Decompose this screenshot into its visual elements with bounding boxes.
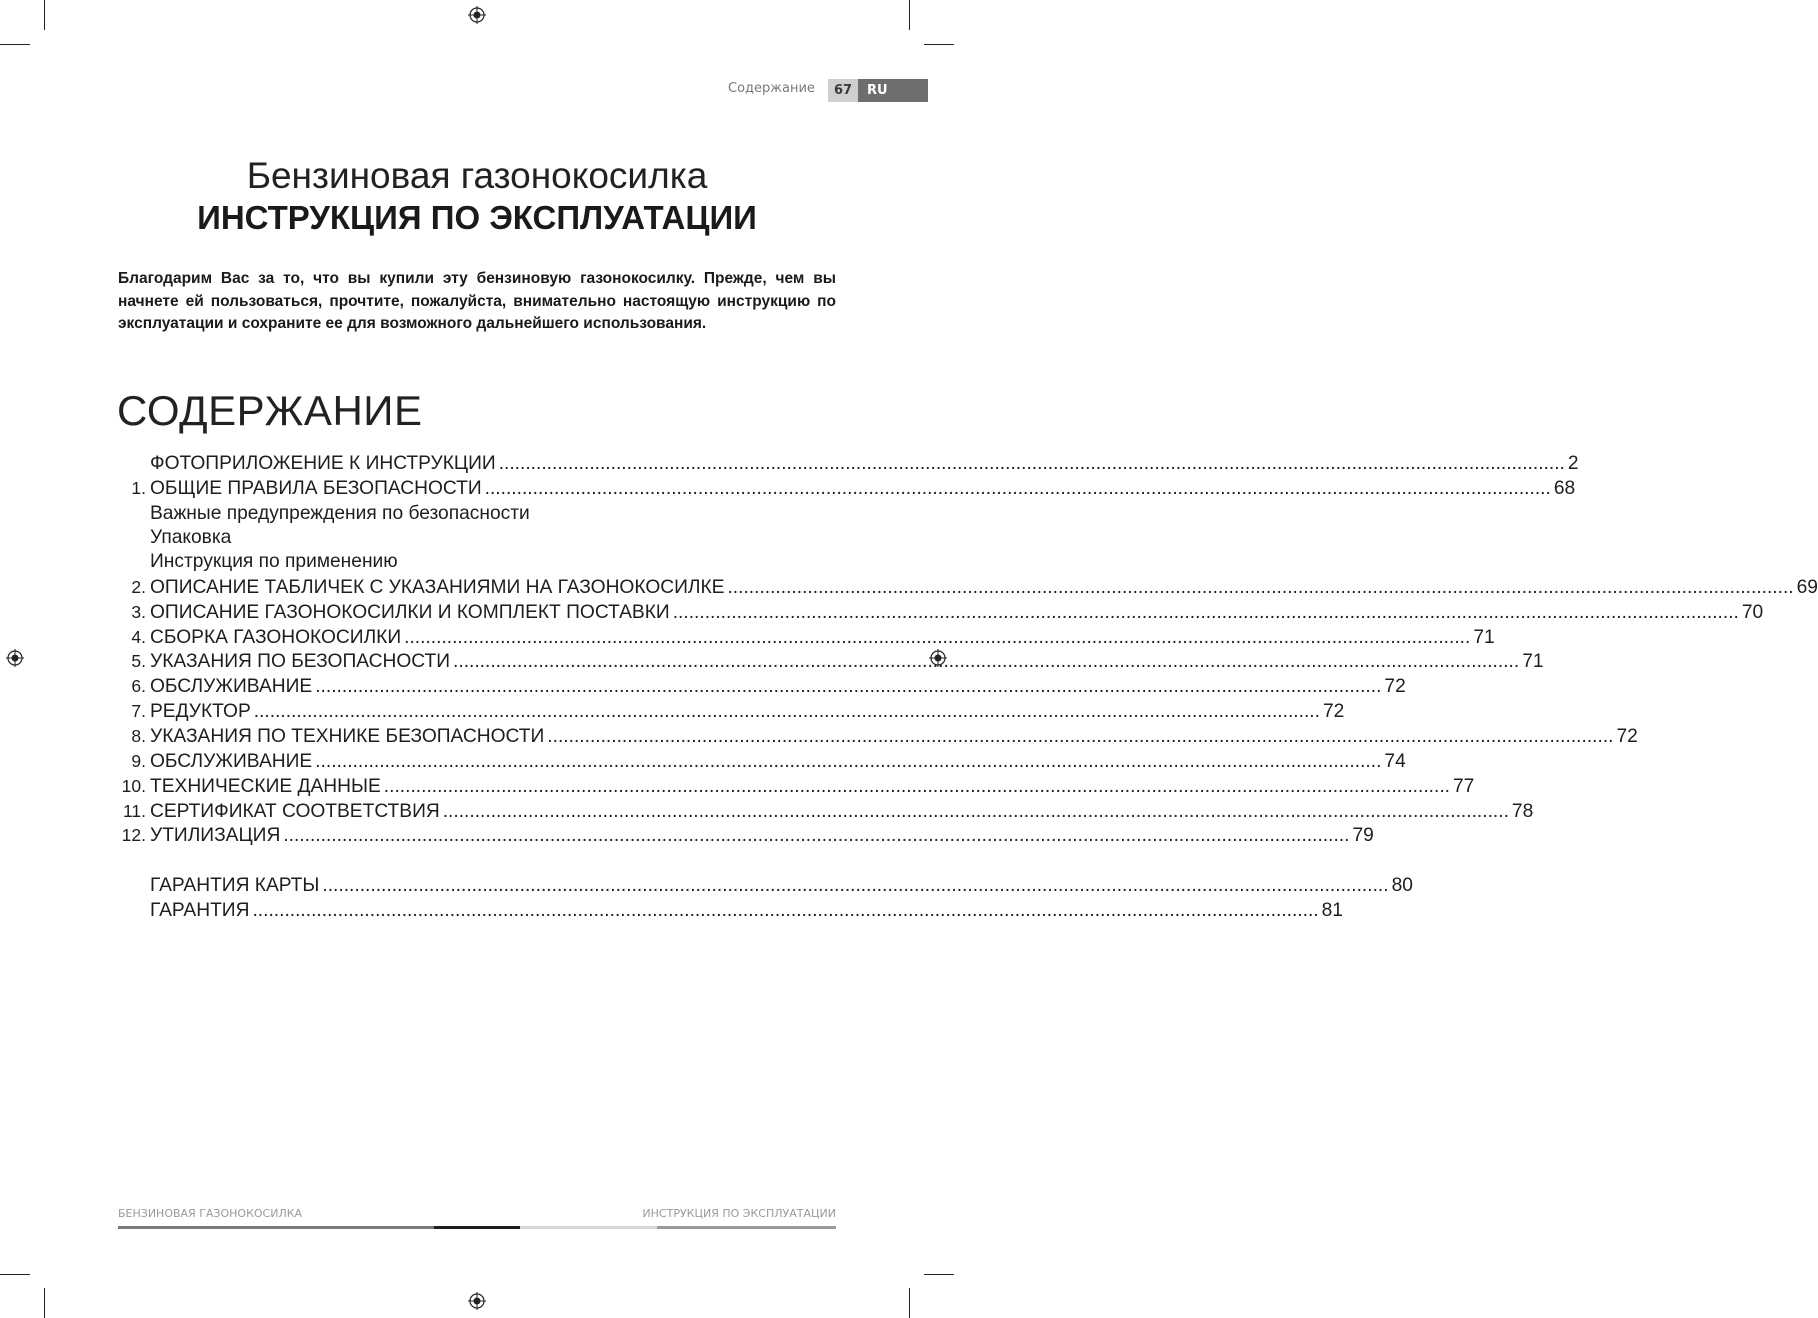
toc-dot-leader: ........................................................................................................................................................................................................: [252, 900, 1319, 921]
toc-entry-page: 71: [1473, 627, 1495, 648]
toc-entry[interactable]: [118, 825, 1374, 849]
toc-dot-leader: ........................................................................................................................................................................................................: [442, 801, 1509, 822]
footer-bar-segment: [657, 1226, 836, 1229]
toc-entry[interactable]: [118, 726, 1638, 750]
toc-entry-title: ОПИСАНИЕ ГАЗОНОКОСИЛКИ И КОМПЛЕКТ ПОСТАВКИ: [150, 602, 670, 623]
toc-dot-leader: ........................................................................................................................................................................................................: [322, 875, 1389, 896]
toc-entry[interactable]: [118, 551, 836, 575]
toc-entry-number: 7.: [131, 701, 146, 721]
toc-entry-title: ОБСЛУЖИВАНИЕ: [150, 751, 313, 772]
toc-entry-number: 9.: [131, 751, 146, 771]
toc-entry-title: ГАРАНТИЯ: [150, 900, 250, 921]
toc-dot-leader: ........................................................................................................................................................................................................: [498, 453, 1565, 474]
registration-mark-icon: [468, 6, 486, 24]
toc-dot-leader: ........................................................................................................................................................................................................: [383, 776, 1450, 797]
toc-entry-page: 71: [1522, 651, 1544, 672]
toc-entry-number: 5.: [131, 651, 146, 671]
intro-paragraph: Благодарим Вас за то, что вы купили эту бензиновую газонокосилку. Прежде, чем вы начнете ей пользоваться, прочтите, пожалуйста, внимательно настоящую инструкцию по эксплуатации и сохраните ее для возможного дальнейшего использования.: [118, 270, 836, 332]
toc-entry-title: ФОТОПРИЛОЖЕНИЕ К ИНСТРУКЦИИ: [150, 453, 496, 474]
toc-entry-page: 70: [1741, 602, 1764, 623]
footer-bar-segment: [118, 1226, 434, 1229]
toc-entry-title: РЕДУКТОР: [150, 701, 251, 722]
footer-left-label: БЕНЗИНОВАЯ ГАЗОНОКОСИЛКА: [118, 1207, 303, 1220]
toc-entry-page: 72: [1384, 676, 1406, 697]
toc-dot-leader: ........................................................................................................................................................................................................: [253, 701, 1320, 722]
registration-mark-icon: [468, 1292, 486, 1310]
toc-dot-leader: ........................................................................................................................................................................................................: [283, 825, 1350, 846]
toc-entry-page: 69: [1796, 577, 1818, 598]
header-language-tab: RU: [858, 79, 928, 102]
toc-entry[interactable]: [118, 751, 1406, 775]
toc-entry-number: 6.: [131, 676, 146, 696]
toc-entry-title: Упаковка: [150, 527, 232, 548]
toc-entry-number: 11.: [122, 801, 146, 821]
crop-mark: [909, 0, 910, 30]
toc-entry[interactable]: [118, 676, 1406, 700]
toc-entry-page: 78: [1511, 801, 1534, 822]
toc-entry-page: 77: [1452, 776, 1475, 797]
toc-entry-title: ТЕХНИЧЕСКИЕ ДАННЫЕ: [150, 776, 381, 797]
toc-entry-title: СЕРТИФИКАТ СООТВЕТСТВИЯ: [150, 801, 440, 822]
toc-entry-title: Важные предупреждения по безопасности: [150, 503, 530, 524]
crop-mark: [44, 1288, 45, 1318]
toc-entry-title: СБОРКА ГАЗОНОКОСИЛКИ: [150, 627, 402, 648]
toc-entry-number: 10.: [121, 776, 146, 796]
toc-entry-number: 2.: [131, 577, 146, 597]
toc-entry[interactable]: [118, 627, 1495, 651]
toc-entry[interactable]: [118, 801, 1534, 825]
toc-entry[interactable]: [118, 776, 1475, 800]
toc-entry-page: 72: [1616, 726, 1638, 747]
toc-dot-leader: ........................................................................................................................................................................................................: [672, 602, 1739, 623]
toc-entry-number: 12.: [121, 825, 146, 845]
toc-dot-leader: ........................................................................................................................................................................................................: [404, 627, 1471, 648]
footer-bar-segment: [520, 1226, 657, 1229]
document-title: Бензиновая газонокосилка: [246, 155, 708, 196]
toc-dot-leader: ........................................................................................................................................................................................................: [484, 478, 1551, 499]
registration-mark-icon: [6, 649, 24, 667]
header-page-number: 67: [828, 79, 858, 102]
crop-mark: [0, 44, 30, 45]
toc-entry[interactable]: [118, 875, 1413, 899]
toc-entry[interactable]: [118, 453, 1579, 477]
toc-entry-page: 2: [1567, 453, 1579, 474]
toc-entry-title: УТИЛИЗАЦИЯ: [150, 825, 281, 846]
toc-entry-title: ГАРАНТИЯ КАРТЫ: [150, 875, 320, 896]
toc-entry[interactable]: [118, 651, 1544, 675]
header-section-label: Содержание: [728, 81, 815, 96]
toc-entry[interactable]: [118, 900, 1343, 924]
toc-entry-page: 80: [1391, 875, 1413, 896]
toc-entry-title: ОПИСАНИЕ ТАБЛИЧЕК С УКАЗАНИЯМИ НА ГАЗОНОКОСИЛКЕ: [150, 577, 725, 598]
crop-mark: [0, 1274, 30, 1275]
toc-entry[interactable]: [118, 478, 1576, 502]
toc-entry-page: 74: [1384, 751, 1406, 772]
footer-bar-segment: [434, 1226, 520, 1229]
toc-dot-leader: ........................................................................................................................................................................................................: [547, 726, 1614, 747]
toc-entry-page: 72: [1322, 701, 1345, 722]
toc-entry-title: ОБЩИЕ ПРАВИЛА БЕЗОПАСНОСТИ: [150, 478, 482, 499]
toc-entry[interactable]: [118, 527, 836, 551]
toc-entry-number: 8.: [131, 726, 146, 746]
toc-entry[interactable]: [118, 503, 836, 527]
toc-entry-number: 3.: [131, 602, 146, 622]
toc-entry-page: 79: [1352, 825, 1374, 846]
toc-entry[interactable]: [118, 577, 1818, 601]
document-subtitle: ИНСТРУКЦИЯ ПО ЭКСПЛУАТАЦИИ: [197, 199, 757, 236]
toc-entry-title: УКАЗАНИЯ ПО ТЕХНИКЕ БЕЗОПАСНОСТИ: [150, 726, 545, 747]
toc-entry-title: УКАЗАНИЯ ПО БЕЗОПАСНОСТИ: [150, 651, 451, 672]
footer-right-label: ИНСТРУКЦИЯ ПО ЭКСПЛУАТАЦИИ: [642, 1207, 836, 1220]
crop-mark: [909, 1288, 910, 1318]
toc-heading: СОДЕРЖАНИЕ: [117, 387, 423, 434]
toc-dot-leader: ........................................................................................................................................................................................................: [315, 751, 1382, 772]
footer-divider: [118, 1226, 836, 1229]
toc-entry[interactable]: [118, 602, 1764, 626]
toc-entry-page: 68: [1553, 478, 1576, 499]
toc-entry-number: 4.: [131, 627, 146, 647]
toc-entry-page: 81: [1321, 900, 1343, 921]
toc-entry-title: ОБСЛУЖИВАНИЕ: [150, 676, 313, 697]
toc-entry-number: 1.: [131, 478, 146, 498]
crop-mark: [924, 1274, 954, 1275]
toc-entry-title: Инструкция по применению: [150, 551, 398, 572]
toc-dot-leader: ........................................................................................................................................................................................................: [727, 577, 1794, 598]
crop-mark: [924, 44, 954, 45]
toc-dot-leader: ........................................................................................................................................................................................................: [453, 651, 1520, 672]
crop-mark: [44, 0, 45, 30]
toc-dot-leader: ........................................................................................................................................................................................................: [315, 676, 1382, 697]
toc-entry[interactable]: [118, 701, 1345, 725]
